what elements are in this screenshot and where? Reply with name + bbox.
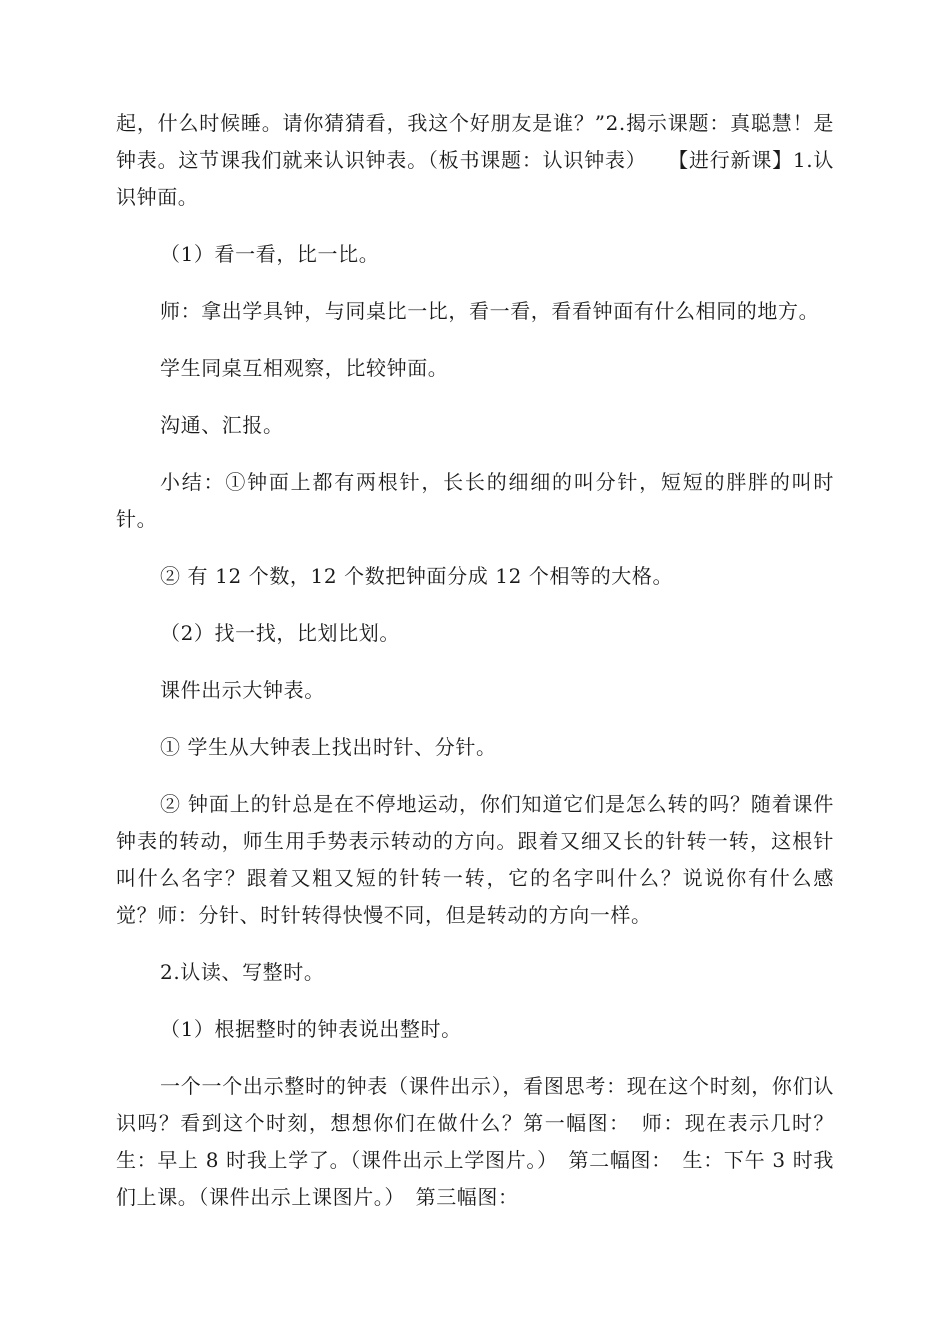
paragraph: （2）找一找，比划比划。 xyxy=(160,621,400,645)
paragraph: 沟通、汇报。 xyxy=(160,413,284,437)
paragraph: 课件出示大钟表。 xyxy=(160,678,325,702)
paragraph: 2.认读、写整时。 xyxy=(160,960,325,984)
paragraph: 师：拿出学具钟，与同桌比一比，看一看，看看钟面有什么相同的地方。 xyxy=(160,299,820,323)
paragraph: 一个一个出示整时的钟表（课件出示），看图思考：现在这个时刻，你们认识吗？看到这个时刻，想想你们在做什么？第一幅图： 师：现在表示几时？生：早上 8 时我上学了。（课件出示上学图片。） 第二幅图： 生：下午 3 时我们上课。（课件出示上课图片。） 第三幅图： xyxy=(116,1074,834,1209)
paragraph: 小结：①钟面上都有两根针，长长的细细的叫分针，短短的胖胖的叫时针。 xyxy=(116,470,834,531)
paragraph: （1）根据整时的钟表说出整时。 xyxy=(160,1017,462,1041)
paragraph: ② 钟面上的针总是在不停地运动，你们知道它们是怎么转的吗？随着课件钟表的转动，师生用手势表示转动的方向。跟着又细又长的针转一转，这根针叫什么名字？跟着又粗又短的针转一转，它的名字叫什么？说说你有什么感觉？师：分针、时针转得快慢不同，但是转动的方向一样。 xyxy=(116,792,834,927)
paragraph: ① 学生从大钟表上找出时针、分针。 xyxy=(160,735,497,759)
paragraph: ② 有 12 个数，12 个数把钟面分成 12 个相等的大格。 xyxy=(160,564,674,588)
paragraph: （1）看一看，比一比。 xyxy=(160,242,380,266)
document-page xyxy=(116,105,834,1236)
paragraph: 起，什么时候睡。请你猜猜看，我这个好朋友是谁？”2.揭示课题：真聪慧！是钟表。这节课我们就来认识钟表。（板书课题：认识钟表） 【进行新课】1.认识钟面。 xyxy=(116,111,834,209)
paragraph: 学生同桌互相观察，比较钟面。 xyxy=(160,356,449,380)
